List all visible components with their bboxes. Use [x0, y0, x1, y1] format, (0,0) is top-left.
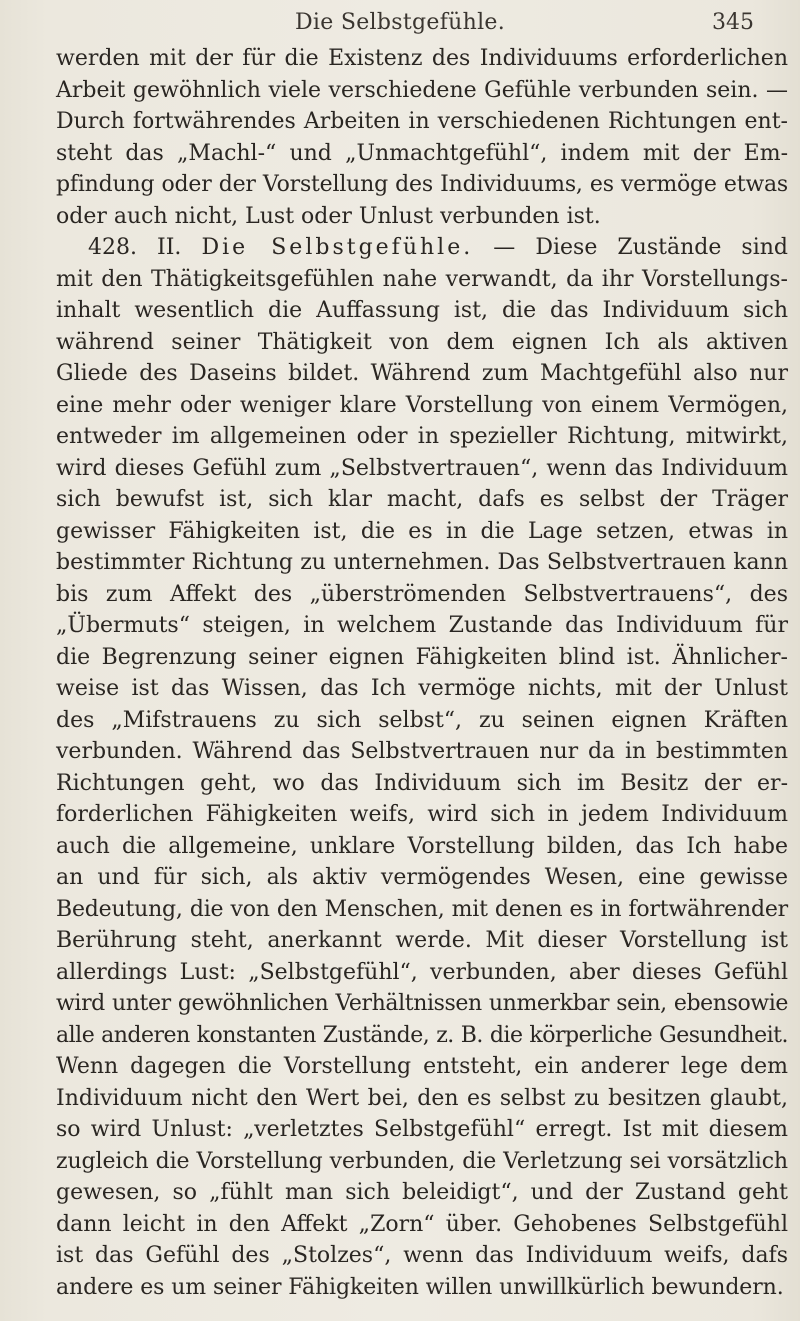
section-intro: — Diese Zustände sind — [493, 235, 788, 260]
text-line: werden mit der für die Existenz des Individuums erforderlichen — [56, 46, 788, 71]
text-line: oder auch nicht, Lust oder Unlust verbunden ist. — [56, 203, 601, 229]
text-line: inhalt wesentlich die Auffassung ist, die das Individuum sich — [56, 298, 788, 323]
text-line: Arbeit gewöhnlich viele verschiedene Gefühle verbunden sein. — — [56, 77, 788, 103]
text-line: Wenn dagegen die Vorstellung entsteht, ein anderer lege dem — [56, 1054, 788, 1079]
section-heading-line — [56, 232, 788, 264]
text-line: bestimmter Richtung zu unternehmen. Das Selbstvertrauen kann — [56, 550, 788, 575]
text-line: sich bewufst ist, sich klar macht, dafs es selbst der Träger — [56, 487, 788, 512]
text-line: verbunden. Während das Selbstvertrauen nur da in bestimmten — [56, 739, 788, 764]
section-number: 428. — [88, 235, 137, 260]
section-title: Die Selbstgefühle. — [201, 235, 474, 260]
text-line: Berührung steht, anerkannt werde. Mit dieser Vorstellung ist — [56, 928, 788, 953]
text-line: andere es um seiner Fähigkeiten willen unwillkürlich bewundern. — [56, 1274, 784, 1300]
text-line: Richtungen geht, wo das Individuum sich im Besitz der er- — [56, 770, 788, 796]
page-header — [0, 4, 800, 42]
text-line: wird dieses Gefühl zum „Selbstvertrauen“, wenn das Individuum — [56, 455, 788, 481]
text-line: Bedeutung, die von den Menschen, mit denen es in fortwährender — [56, 896, 788, 922]
text-line: zugleich die Vorstellung verbunden, die Verletzung sei vorsätzlich — [56, 1148, 788, 1174]
running-title: Die Selbstgefühle. — [294, 10, 506, 35]
text-line: Gliede des Daseins bildet. Während zum Machtgefühl also nur — [56, 361, 788, 386]
section-roman: II. — [157, 235, 182, 260]
text-line: „Übermuts“ steigen, in welchem Zustande das Individuum für — [56, 613, 788, 638]
text-line: bis zum Affekt des „überströmenden Selbstvertrauens“, des — [56, 581, 788, 607]
text-line: Durch fortwährendes Arbeiten in verschiedenen Richtungen ent- — [56, 109, 788, 134]
text-line: alle anderen konstanten Zustände, z. B. die körperliche Gesundheit. — [56, 1022, 788, 1048]
text-line: gewisser Fähigkeiten ist, die es in die Lage setzen, etwas in — [56, 518, 788, 544]
text-line: wird unter gewöhnlichen Verhältnissen unmerkbar sein, ebensowie — [56, 991, 788, 1016]
text-line: die Begrenzung seiner eignen Fähigkeiten blind ist. Ähnlicher- — [56, 644, 788, 670]
text-line: steht das „Machl-“ und „Unmachtgefühl“, indem mit der Em- — [56, 140, 788, 166]
text-line: so wird Unlust: „verletztes Selbstgefühl“ erregt. Ist mit diesem — [56, 1117, 788, 1142]
body-text — [56, 43, 788, 1303]
text-line: an und für sich, als aktiv vermögendes Wesen, eine gewisse — [56, 865, 788, 890]
text-line: Individuum nicht den Wert bei, den es selbst zu besitzen glaubt, — [56, 1085, 788, 1111]
text-line: dann leicht in den Affekt „Zorn“ über. Gehobenes Selbstgefühl — [56, 1211, 788, 1237]
text-line: entweder im allgemeinen oder in spezieller Richtung, mitwirkt, — [56, 424, 788, 449]
page-number: 345 — [712, 10, 754, 35]
text-line: ist das Gefühl des „Stolzes“, wenn das Individuum weifs, dafs — [56, 1243, 788, 1268]
text-line: des „Mifstrauens zu sich selbst“, zu seinen eignen Kräften — [56, 707, 788, 733]
text-line: pfindung oder der Vorstellung des Individuums, es vermöge etwas — [56, 172, 788, 197]
text-line: eine mehr oder weniger klare Vorstellung von einem Vermögen, — [56, 392, 788, 418]
text-line: weise ist das Wissen, das Ich vermöge nichts, mit der Unlust — [56, 676, 788, 701]
text-line: forderlichen Fähigkeiten weifs, wird sich in jedem Individuum — [56, 802, 788, 827]
text-line: gewesen, so „fühlt man sich beleidigt“, und der Zustand geht — [56, 1180, 788, 1205]
text-line: mit den Thätigkeitsgefühlen nahe verwandt, da ihr Vorstellungs- — [56, 266, 788, 292]
text-line: während seiner Thätigkeit von dem eignen Ich als aktiven — [56, 329, 788, 355]
text-line: allerdings Lust: „Selbstgefühl“, verbunden, aber dieses Gefühl — [56, 959, 788, 985]
text-line: auch die allgemeine, unklare Vorstellung bilden, das Ich habe — [56, 833, 788, 859]
